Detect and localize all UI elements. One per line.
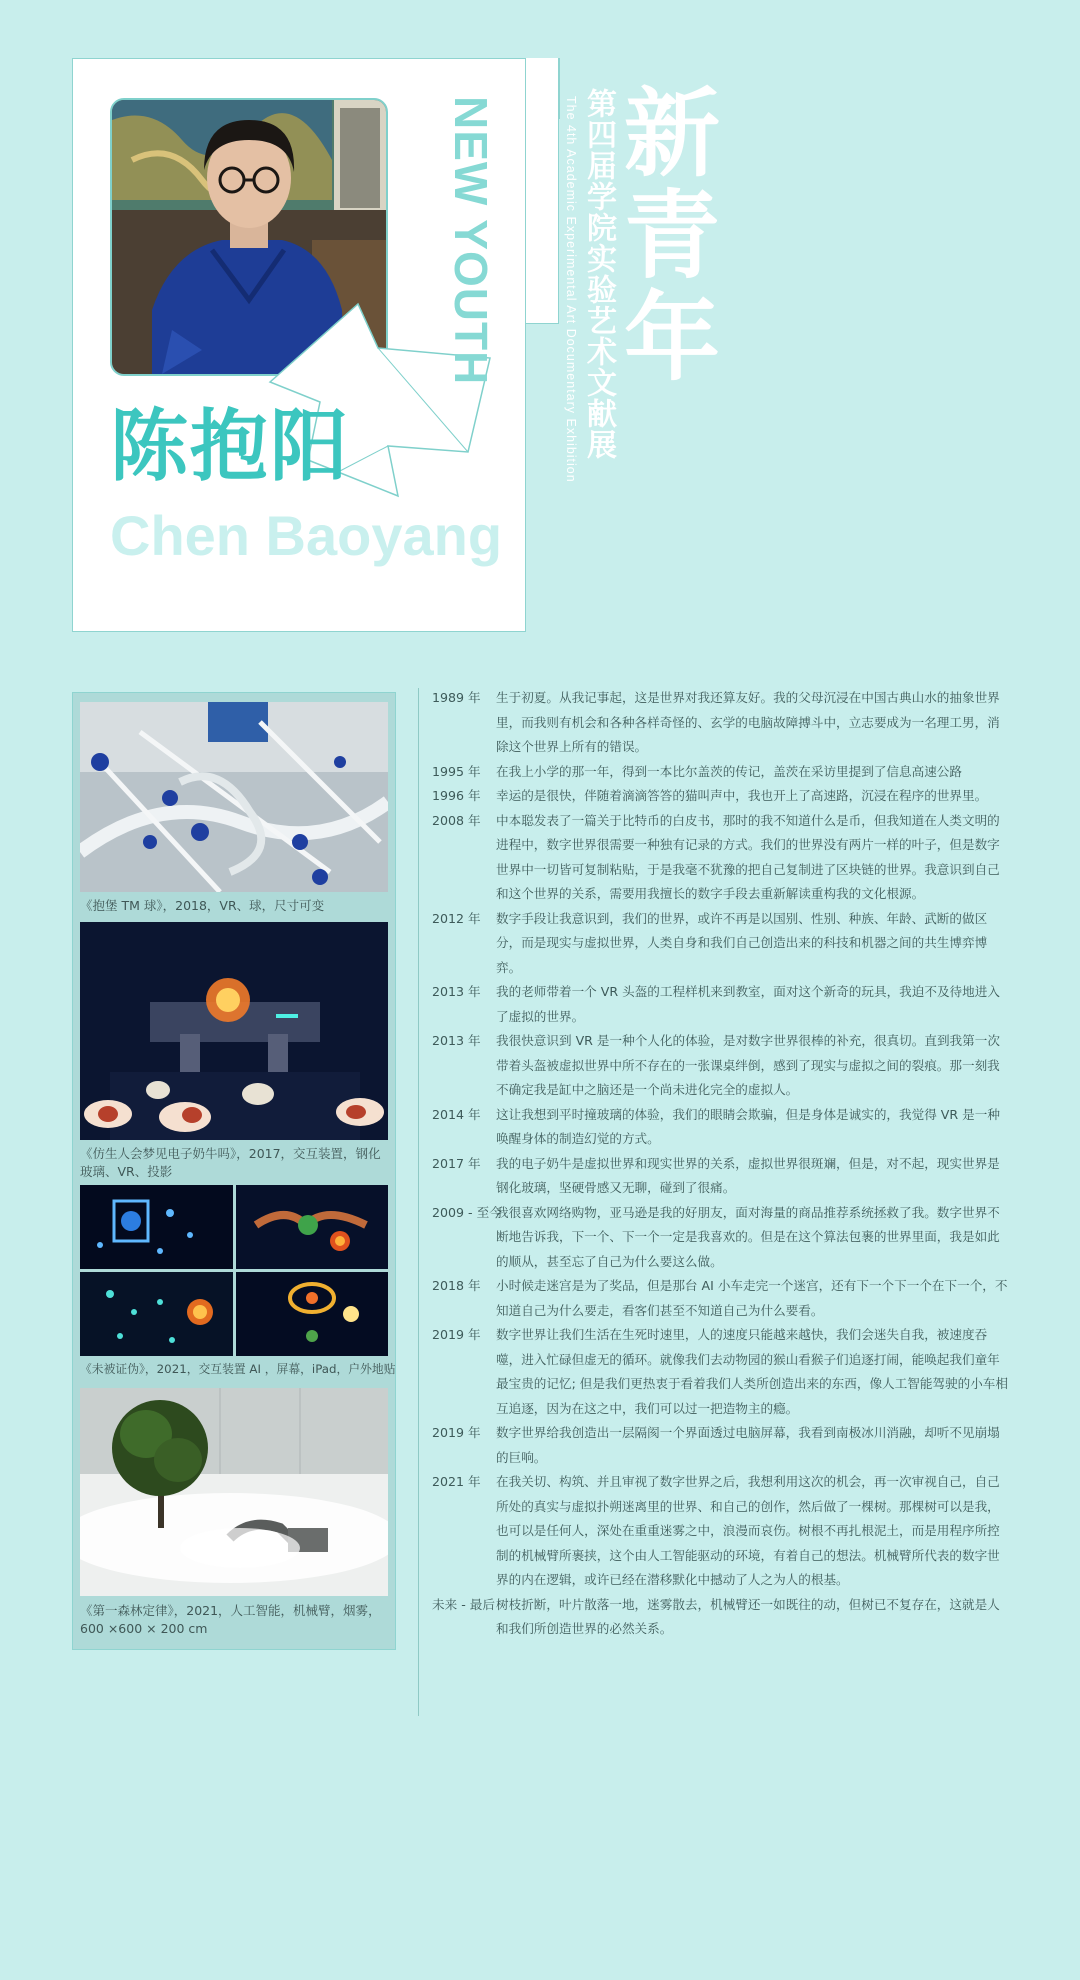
timeline-year: 2021 年 [432, 1474, 481, 1489]
timeline-text: 数字世界让我们生活在生死时速里，人的速度只能越来越快，我们会迷失自我，被速度吞噬，进入忙碌但虚无的循环。就像我们去动物园的猴山看猴子们追逐打闹，能唤起我们童年最宝贵的记忆; 但是我们更热衷于看着我们人类所创造出来的东西，像人工智能驾驶的小车相互追逐，因为在这之中，我们可以过一把造物主的瘾。 [496, 1327, 1008, 1416]
timeline-text: 我很快意识到 VR 是一种个人化的体验，是对数字世界很棒的补充，很真切。直到我第一次带着头盔被虚拟世界中所不存在的一张课桌绊倒，感到了现实与虚拟之间的裂痕。那一刻我不确定我是缸中之脑还是一个尚未进化完全的虚拟人。 [496, 1033, 1000, 1097]
work-image-first-forest-law [80, 1388, 388, 1596]
timeline-text: 在我上小学的那一年，得到一本比尔盖茨的传记，盖茨在采访里提到了信息高速公路 [496, 763, 962, 779]
work-image-unfalsified-4 [236, 1272, 388, 1356]
works-panel [72, 692, 396, 1650]
work-caption-1: 《抱堡 TM 球》，2018，VR、球，尺寸可变 [80, 898, 325, 913]
timeline-entry [432, 1029, 1010, 1103]
timeline-year: 未来 - 最后 [432, 1596, 495, 1612]
timeline-text: 小时候走迷宫是为了奖品，但是那台 AI 小车走完一个迷宫，还有下一个下一个在下一个，不知道自己为什么要走，看客们甚至不知道自己为什么要看。 [496, 1278, 1008, 1318]
timeline-text: 树枝折断，叶片散落一地，迷雾散去，机械臂还一如既往的动，但树已不复存在，这就是人和我们所创造世界的必然关系。 [496, 1596, 1000, 1636]
timeline-text: 数字世界给我创造出一层隔阂一个界面透过电脑屏幕，我看到南极冰川消融，却听不见崩塌的巨响。 [496, 1425, 1000, 1465]
timeline-year: 2014 年 [432, 1106, 481, 1122]
timeline [432, 686, 1010, 1642]
timeline-year: 2012 年 [432, 910, 481, 926]
timeline-text: 我的老师带着一个 VR 头盔的工程样机来到教室，面对这个新奇的玩具，我迫不及待地进入了虚拟的世界。 [496, 984, 1000, 1024]
timeline-divider [418, 688, 419, 1716]
char-nian: 年 [624, 281, 720, 394]
timeline-entry [432, 760, 1010, 785]
work-caption-2: 《仿生人会梦见电子奶牛吗》，2017，交互装置，钢化玻璃、VR、投影 [80, 1146, 381, 1179]
timeline-year: 1995 年 [432, 763, 481, 779]
timeline-year: 2009 - 至今 [432, 1204, 502, 1220]
timeline-text: 我的电子奶牛是虚拟世界和现实世界的关系，虚拟世界很斑斓，但是，对不起，现实世界是钢化玻璃，坚硬骨感又无聊，碰到了很痛。 [496, 1155, 1000, 1195]
timeline-text: 我很喜欢网络购物，亚马逊是我的好朋友，面对海量的商品推荐系统拯救了我。数字世界不断地告诉我，下一个、下一个一定是我喜欢的。但是在这个算法包裹的世界里面，我是如此的顺从，甚至忘了自己为什么要这么做。 [496, 1204, 1000, 1269]
timeline-year: 2013 年 [432, 1033, 481, 1048]
timeline-text: 数字手段让我意识到，我们的世界，或许不再是以国别、性别、种族、年龄、武断的做区分，而是现实与虚拟世界，人类自身和我们自己创造出来的科技和机器之间的共生博弈博弈。 [496, 910, 988, 975]
artist-name-chinese: 陈抱阳 [110, 402, 351, 492]
work-image-unfalsified-3 [80, 1272, 233, 1356]
timeline-entry [432, 980, 1010, 1029]
timeline-text: 生于初夏。从我记事起，这是世界对我还算友好。我的父母沉浸在中国古典山水的抽象世界里，而我则有机会和各种各样奇怪的、玄学的电脑故障搏斗中，立志要成为一名理工男，消除这个世界上所有的错误。 [496, 690, 1000, 754]
timeline-year: 1989 年 [432, 690, 481, 705]
timeline-year: 2013 年 [432, 984, 481, 999]
timeline-text: 在我关切、构筑、并且审视了数字世界之后，我想利用这次的机会，再一次审视自己，自己所处的真实与虚拟扑朔迷离里的世界、和自己的创作，然后做了一棵树。那棵树可以是我，也可以是任何人，深处在重重迷雾之中，浪漫而哀伤。树根不再扎根泥土，而是用程序所控制的机械臂所裹挟，这个由人工智能驱动的环境，有着自己的想法。机械臂所代表的数字世界的内在逻辑，或许已经在潜移默化中撼动了人之为人的根基。 [496, 1474, 1000, 1587]
timeline-text: 中本聪发表了一篇关于比特币的白皮书，那时的我不知道什么是币，但我知道在人类文明的进程中，数字世界很需要一种独有记录的方式。我们的世界没有两片一样的叶子，但是数字世界中一切皆可复制粘贴，于是我毫不犹豫的把自己复制进了区块链的世界。我意识到自己和这个世界的关系，需要用我擅长的数字手段去重新解读重构我的文化根源。 [496, 812, 1000, 901]
work-image-unfalsified-2 [236, 1185, 388, 1269]
timeline-entry [432, 1470, 1010, 1593]
header-card-extension [524, 58, 559, 324]
timeline-entry [432, 1323, 1010, 1421]
timeline-year: 2018 年 [432, 1278, 481, 1293]
new-youth-chinese [620, 78, 724, 394]
timeline-text: 这让我想到平时撞玻璃的体验，我们的眼睛会欺骗，但是身体是诚实的，我觉得 VR 是一种唤醒身体的制造幻觉的方式。 [496, 1106, 1000, 1146]
work-image-electric-cow [80, 922, 388, 1140]
timeline-year: 2019 年 [432, 1327, 481, 1342]
timeline-entry [432, 784, 1010, 809]
timeline-year: 1996 年 [432, 788, 481, 803]
timeline-entry [432, 1421, 1010, 1470]
timeline-entry [432, 1593, 1010, 1642]
new-youth-title: NEW YOUTH [445, 96, 497, 386]
work-image-unfalsified-1 [80, 1185, 233, 1269]
timeline-entry [432, 1152, 1010, 1201]
char-xin: 新 [624, 78, 720, 190]
timeline-year: 2008 年 [432, 812, 481, 828]
timeline-entry [432, 907, 1010, 981]
timeline-text: 幸运的是很快，伴随着滴滴答答的猫叫声中，我也开上了高速路，沉浸在程序的世界里。 [496, 788, 988, 803]
timeline-entry [432, 1274, 1010, 1323]
timeline-entry [432, 686, 1010, 760]
timeline-year: 2019 年 [432, 1425, 481, 1440]
work-caption-3: 《未被证伪》，2021，交互装置 AI ，屏幕，iPad，户外地贴 [80, 1362, 396, 1376]
work-caption-4: 《第一森林定律》，2021，人工智能，机械臂，烟雾，600 ×600 × 200 cm [80, 1603, 381, 1636]
timeline-year: 2017 年 [432, 1155, 481, 1171]
char-qing: 青 [624, 179, 720, 292]
timeline-entry [432, 809, 1010, 907]
timeline-entry [432, 1201, 1010, 1275]
artist-name-english: Chen Baoyang [110, 504, 503, 567]
work-image-baobao-ball [80, 702, 388, 892]
exhibition-title-english: The 4th Academic Experimental Art Documentary Exhibition [564, 96, 578, 483]
timeline-entry [432, 1103, 1010, 1152]
exhibition-title-chinese: 第四届学院实验艺术文献展 [581, 88, 616, 460]
